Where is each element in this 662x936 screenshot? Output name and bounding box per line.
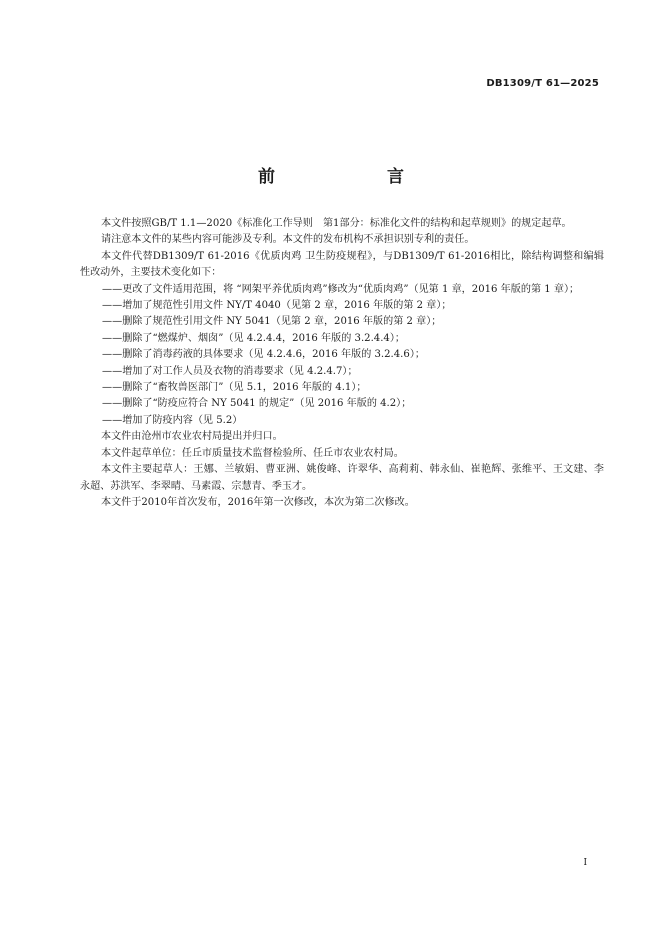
paragraph-drafting-rules: 本文件按照GB/T 1.1—2020《标准化工作导则 第1部分：标准化文件的结构和起草规则》的规定起草。 xyxy=(101,218,572,229)
change-item: ——删除了消毒药液的具体要求（见 4.2.4.6，2016 年版的 3.2.4.6）； xyxy=(102,349,425,361)
foreword-body xyxy=(80,216,604,511)
change-item: ——增加了对工作人员及衣物的消毒要求（见 4.2.4.7）； xyxy=(102,365,358,377)
change-item: ——增加了规范性引用文件 NY/T 4040（见第 2 章，2016 年版的第 2 章）； xyxy=(102,300,452,312)
page-title: 前 言 xyxy=(258,167,430,187)
paragraph-history: 本文件于2010年首次发布，2016年第一次修改，本次为第二次修改。 xyxy=(101,496,415,508)
paragraph-drafting-units: 本文件起草单位：任丘市质量技术监督检验所、任丘市农业农村局。 xyxy=(101,447,404,459)
paragraph-replacement: 本文件代替DB1309/T 61-2016《优质肉鸡 卫生防疫规程》，与DB1309/T 61-2016相比，除结构调整和编辑性改动外，主要技术变化如下： xyxy=(80,250,604,279)
paragraph-drafters: 本文件主要起草人：王娜、兰敏娟、曹亚洲、姚俊峰、许翠华、高莉莉、韩永仙、崔艳辉、张维平、王文建、李永超、苏洪军、李翠晴、马素霞、宗慧青、季玉才。 xyxy=(80,464,604,492)
change-item: ——删除了规范性引用文件 NY 5041（见第 2 章，2016 年版的第 2 章）； xyxy=(102,316,442,328)
change-item: ——增加了防疫内容（见 5.2） xyxy=(102,414,243,426)
document-code: DB1309/T 61—2025 xyxy=(486,78,599,89)
change-item: ——删除了“防疫应符合 NY 5041 的规定”（见 2016 年版的 4.2）； xyxy=(102,398,412,410)
paragraph-proposer: 本文件由沧州市农业农村局提出并归口。 xyxy=(101,431,283,443)
page-number: I xyxy=(583,858,587,868)
change-item: ——更改了文件适用范围，将 “网架平养优质肉鸡”修改为“优质肉鸡”（见第 1 章，2016 年版的第 1 章）； xyxy=(102,283,580,295)
change-item: ——删除了“燃煤炉、烟囱”（见 4.2.4.4，2016 年版的 3.2.4.4）； xyxy=(102,332,405,344)
change-item: ——删除了“畜牧兽医部门”（见 5.1，2016 年版的 4.1）； xyxy=(102,382,367,394)
paragraph-patent-notice: 请注意本文件的某些内容可能涉及专利。本文件的发布机构不承担识别专利的责任。 xyxy=(101,234,475,246)
